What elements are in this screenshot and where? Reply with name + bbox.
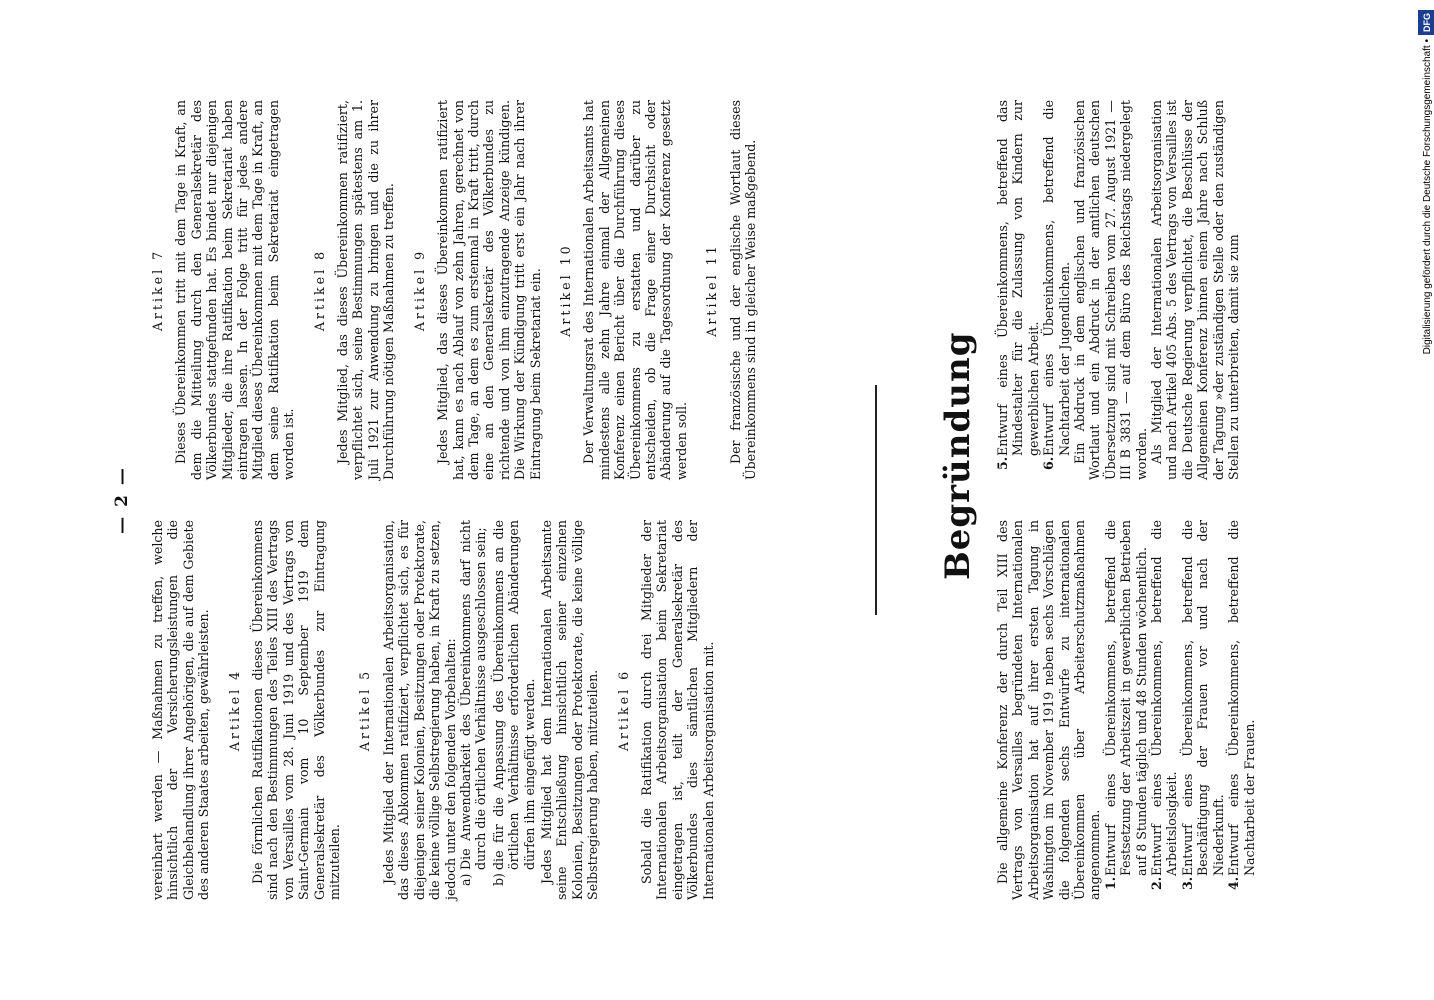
item-text: Entwurf eines Übereinkommens, betreffend die Festsetzung der Arbeitszeit in gewerblichen Betrieben auf 8 Stunden täglich und 48 Stunden wöchentlich.: [1102, 520, 1149, 876]
article-9-text: Jedes Mitglied, das dieses Übereinkommen ratifiziert hat, kann es nach Ablauf von zehn Jahren, gerechnet von dem Tage, an dem es zum erstenmal in Kraft tritt, durch eine an den Generalsekretär des Völkerbundes zu richtende und von ihm einzutragende Anzeige kündigen. Die Wirkung der Kündigung tritt erst ein Jahr nach ihrer Eintragung beim Sekretariat ein.: [435, 100, 543, 480]
item-text: Entwurf eines Übereinkommens, betreffend die Nachtarbeit der Frauen.: [1226, 520, 1257, 876]
item-number: 4.: [1226, 876, 1242, 890]
article-10-heading: Artikel 10: [557, 243, 573, 337]
item-number: 3.: [1179, 876, 1195, 890]
article-5-item-b: [491, 520, 537, 900]
list-item: [1149, 520, 1180, 900]
article-11-heading: Artikel 11: [704, 243, 720, 337]
begruendung-intro: Die allgemeine Konferenz der durch Teil XIII des Vertrags von Versailles begründeten Internationalen Arbeitsorganisation hat auf ihrer ersten Tagung in Washington im November 1919 neben sechs Vorschlägen die folgenden sechs Entwürfe zu internationalen Übereinkommen über Arbeiterschutzmaßnahmen angenommen.: [995, 520, 1103, 900]
article-9-heading: Artikel 9: [411, 248, 427, 332]
article-8-heading: Artikel 8: [311, 248, 327, 332]
list-item: [1180, 520, 1226, 900]
begruendung-left-column: [995, 520, 1257, 900]
article-4-text: Die förmlichen Ratifikationen dieses Übereinkommens sind nach den Bestimmungen des Teiles XIII des Vertrags von Versailles vom 28. Juni 1919 und des Vertrags von Saint-Germain vom 10 September 1919 dem Generalsekretär des Völkerbundes zur Eintragung mitzuteilen.: [250, 520, 343, 900]
left-column: [150, 520, 716, 900]
begruendung-paragraph-2: Ein Abdruck in dem englischen und französischen Wortlaut und ein Abdruck in der amtlichen deutschen Übersetzung sind mit Schreiben vom 27. August 1921 — III B 3831 — auf dem Büro des Reichstags niedergelegt worden.: [1072, 100, 1149, 480]
item-a-text: Die Anwendbarkeit des Übereinkommens darf nicht durch die örtlichen Verhältnisse ausgeschlossen sein;: [457, 520, 489, 870]
article-7-text: Dieses Übereinkommen tritt mit dem Tage in Kraft, an dem die Mitteilung durch den Generalsekretär des Völkerbundes stattgefunden hat. Es bindet nur diejenigen Mitglieder, die ihre Ratifikation beim Sekretariat haben eintragen lassen. In der Folge tritt für jedes andere Mitglied dieses Übereinkommen mit dem Tage in Kraft, an dem seine Ratifikation beim Sekretariat eingetragen worden ist.: [173, 100, 297, 480]
item-b-text: die für die Anpassung des Übereinkommens an die örtlichen Verhältnisse erforderlichen Abänderungen dürfen ihm eingefügt werden.: [490, 520, 537, 870]
item-number: 2.: [1149, 876, 1165, 890]
page-number: — 2 —: [112, 466, 132, 534]
article-4-heading: Artikel 4: [226, 668, 242, 752]
list-item: [1103, 520, 1149, 900]
list-item: [1226, 520, 1257, 900]
article-8-text: Jedes Mitglied, das dieses Übereinkommen ratifiziert, verpflichtet sich, seine Bestimmungen spätestens am 1. Juli 1921 zur Anwendung zu bringen und die zu ihrer Durchführung nötigen Maßnahmen zu treffen.: [335, 100, 397, 480]
article-7-heading: Artikel 7: [150, 248, 165, 332]
list-item: [1041, 100, 1072, 480]
item-text: Entwurf eines Übereinkommens, betreffend die Arbeitslosigkeit.: [1149, 520, 1180, 876]
intro-paragraph: vereinbart werden — Maßnahmen zu treffen, welche hinsichtlich der Versicherungsleistungen die Gleichbehandlung ihrer Angehörigen, die auf dem Gebiete des anderen Staates arbeiten, gewährleisten.: [150, 520, 212, 900]
begruendung-right-column: [995, 100, 1242, 480]
list-item: [995, 100, 1041, 480]
article-6-heading: Artikel 6: [615, 668, 631, 752]
item-number: 1.: [1102, 876, 1118, 890]
article-11-text: Der französische und der englische Wortlaut dieses Übereinkommens sind in gleicher Weise maßgebend.: [727, 100, 758, 480]
digitization-note: [1418, 10, 1434, 1000]
article-5-text: Jedes Mitglied der Internationalen Arbeitsorganisation, das dieses Abkommen ratifiziert, verpflichtet sich, es für diejenigen seiner Kolonien, Besitzungen oder Protektorate, die keine völlige Selbstregierung haben, in Kraft zu setzen, jedoch unter den folgenden Vorbehalten:: [380, 520, 458, 900]
digitization-note-text: Digitalisierung gefördert durch die Deutsche Forschungsgemeinschaft •: [1422, 39, 1433, 355]
item-text: Entwurf eines Übereinkommens, betreffend die Beschäftigung der Frauen vor und nach der Niederkunft.: [1179, 520, 1226, 876]
dfg-logo: DFG: [1418, 10, 1434, 35]
item-a-label: a): [457, 873, 473, 886]
item-text: Entwurf eines Übereinkommens, betreffend die Nachtarbeit der Jugendlichen.: [1041, 100, 1072, 456]
article-6-text: Sobald die Ratifikation durch drei Mitglieder der Internationalen Arbeitsorganisation beim Sekretariat eingetragen ist, teilt der Generalsekretär des Völkerbundes dies sämtlichen Mitgliedern der Internationalen Arbeitsorganisation mit.: [638, 520, 716, 900]
right-column: [150, 100, 758, 480]
item-text: Entwurf eines Übereinkommens, betreffend das Mindestalter für die Zulassung von Kindern zur gewerblichen Arbeit.: [995, 100, 1041, 456]
item-b-label: b): [490, 873, 506, 886]
article-5-item-a: [458, 520, 489, 900]
begruendung-title: Begründung: [938, 331, 978, 580]
section-divider: [875, 385, 877, 615]
item-number: 5.: [995, 456, 1010, 470]
item-number: 6.: [1041, 456, 1057, 470]
article-5-heading: Artikel 5: [357, 668, 373, 752]
article-5-text-2: Jedes Mitglied hat dem Internationalen Arbeitsamte seine Entschließung hinsichtlich seiner einzelnen Kolonien, Besitzungen oder Protektorate, die keine völlige Selbstregierung haben, mitzuteilen.: [538, 520, 601, 900]
article-10-text: Der Verwaltungsrat des Internationalen Arbeitsamts hat mindestens alle zehn Jahre einmal der Allgemeinen Konferenz einen Bericht über die Durchführung dieses Übereinkommens zu erstatten und darüber zu entscheiden, ob die Frage einer Durchsicht oder Abänderung auf die Tagesordnung der Konferenz gesetzt werden soll.: [581, 100, 689, 480]
begruendung-paragraph-3: Als Mitglied der Internationalen Arbeitsorganisation und nach Artikel 405 Abs. 5 des Vertrags von Versailles ist die Deutsche Regierung verpflichtet, die Beschlüsse der Allgemeinen Konferenz binnen einem Jahre nach Schluß der Tagung »der zuständigen Stelle oder den zuständigen Stellen zu unterbreiten, damit sie zum: [1149, 100, 1242, 480]
